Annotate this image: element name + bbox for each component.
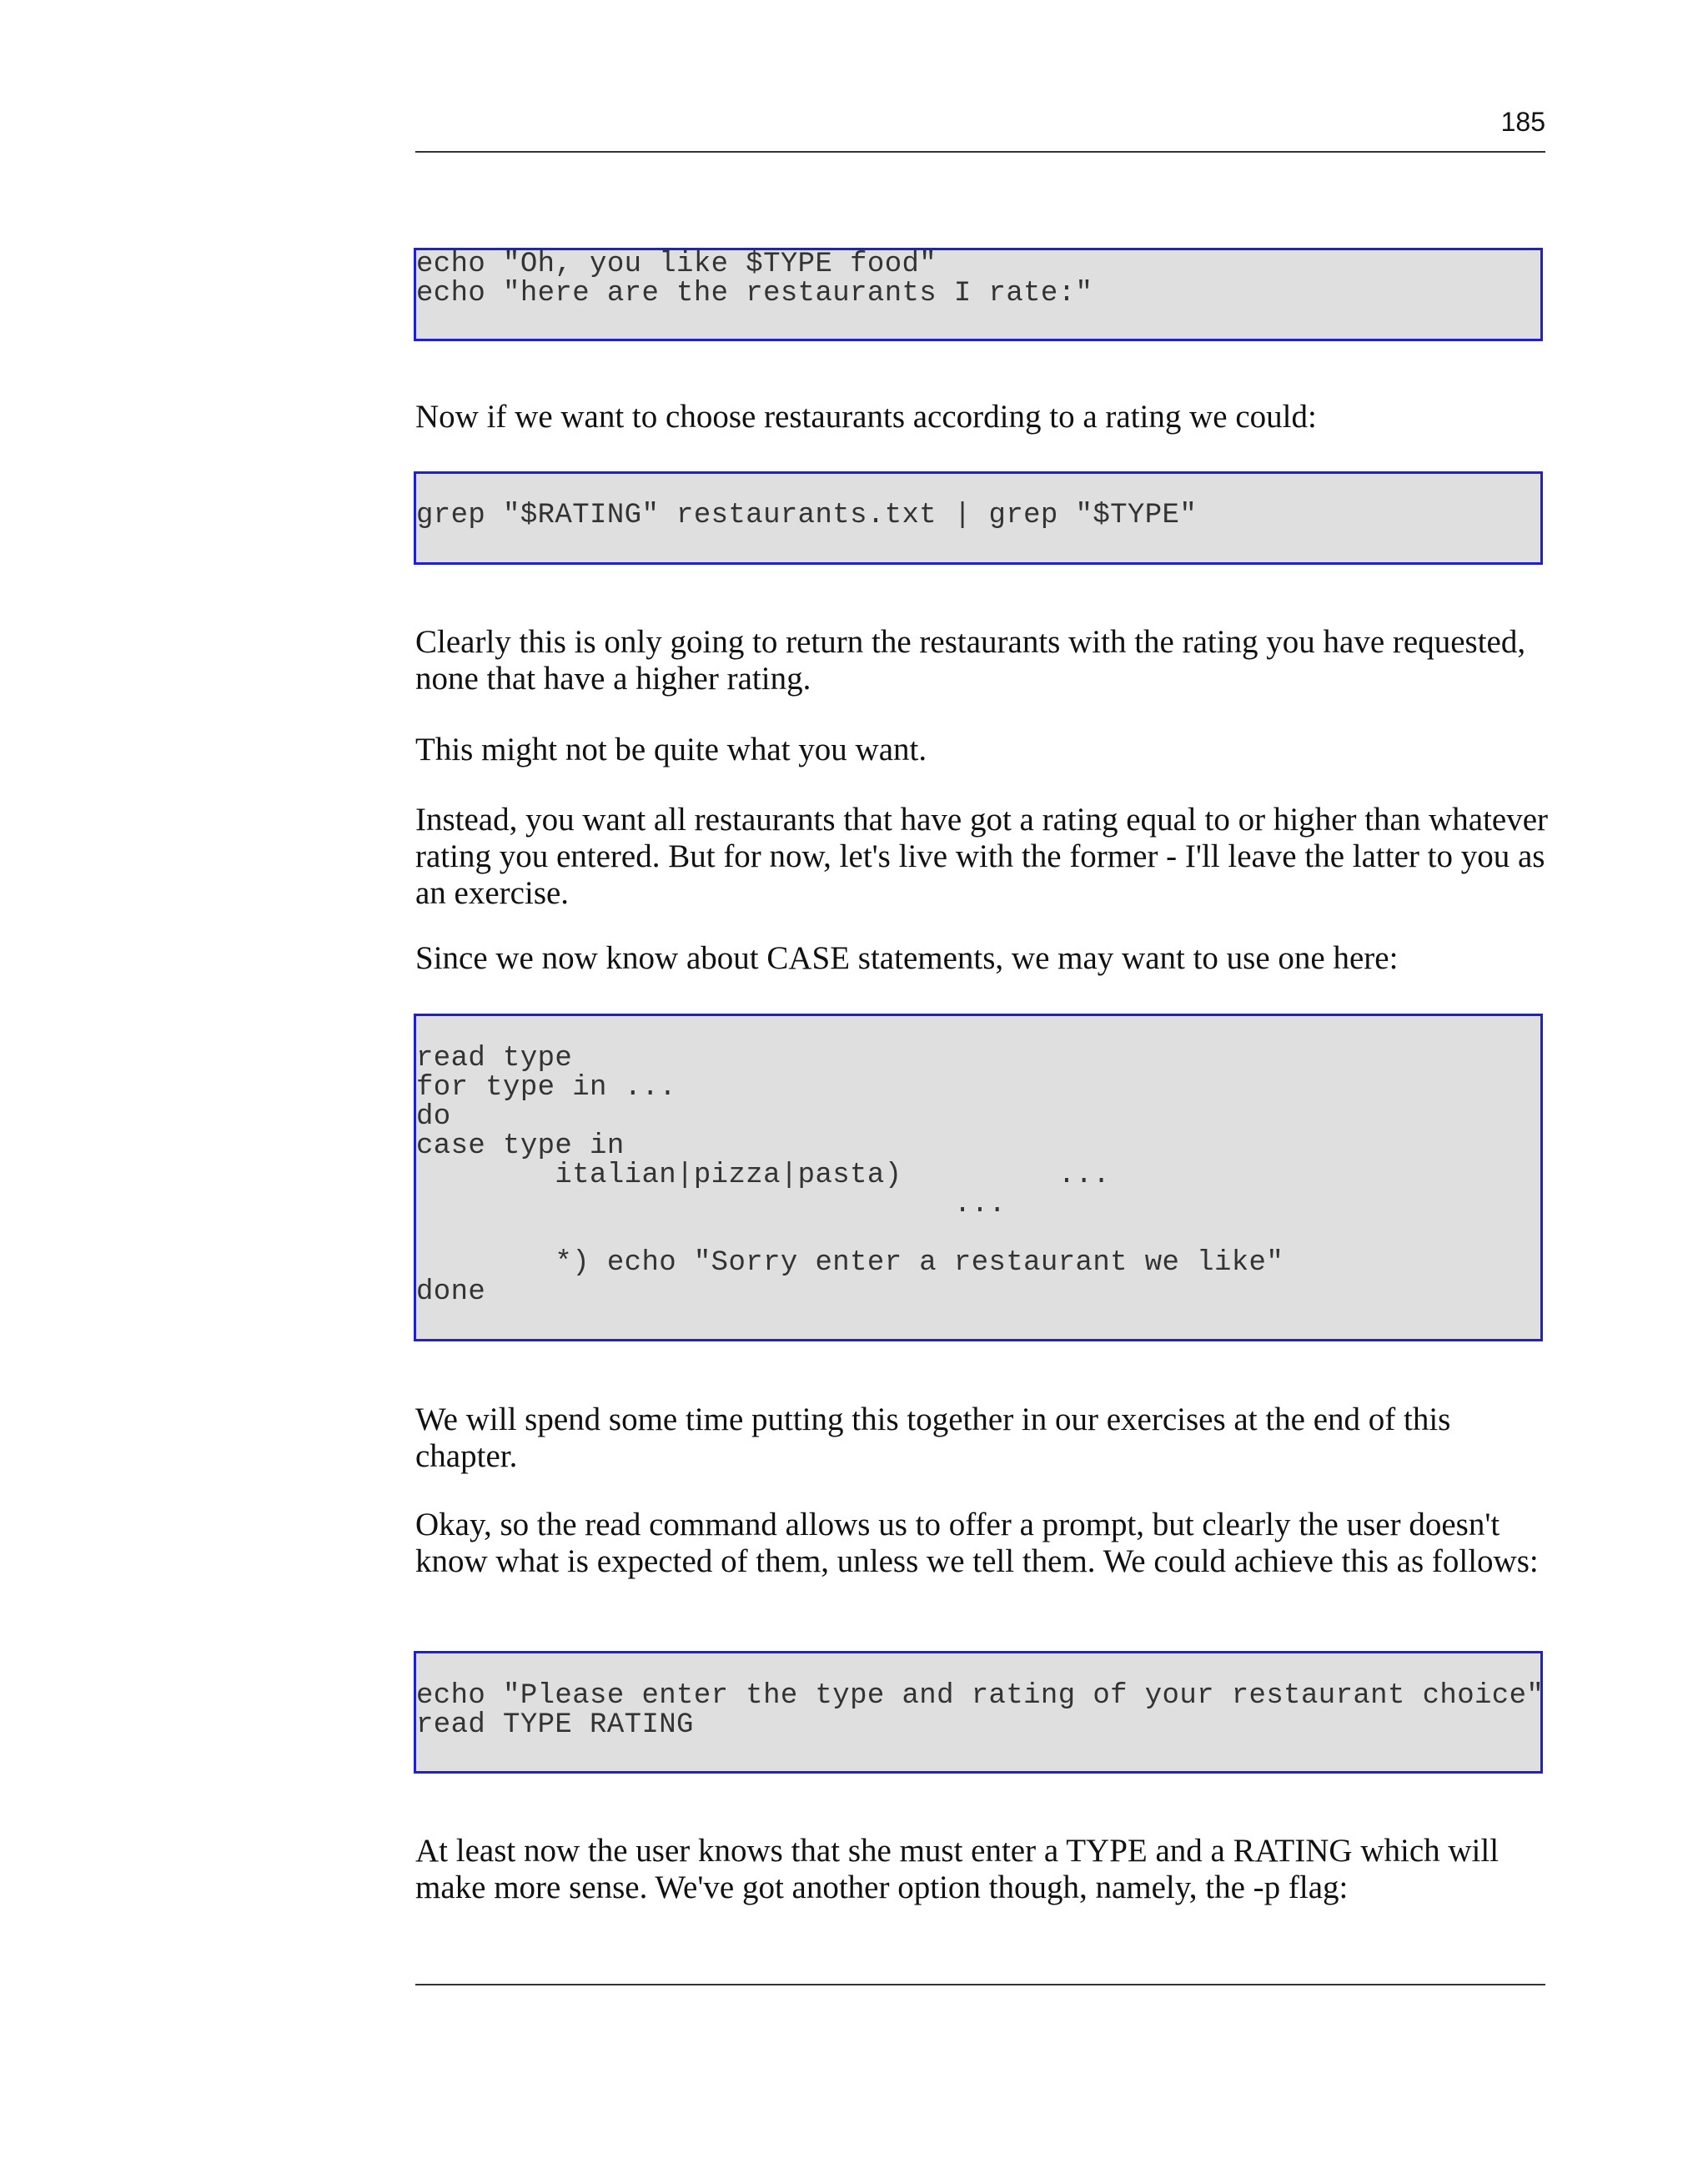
code-block-echo-type — [414, 248, 1543, 341]
paragraph-case-statements: Since we now know about CASE statements, we may want to use one here: — [415, 940, 1399, 976]
code-block-case — [414, 1014, 1543, 1341]
code-text-grep: grep "$RATING" restaurants.txt | grep "$TYPE" — [416, 500, 1198, 531]
paragraph-read-prompt: Okay, so the read command allows us to offer a prompt, but clearly the user doesn't know what is expected of them, unless we tell them. We could achieve this as follows: — [415, 1507, 1539, 1579]
paragraph-not-quite-what-you-want: This might not be quite what you want. — [415, 732, 927, 767]
footer-rule — [415, 1984, 1545, 1985]
code-block-grep — [414, 471, 1543, 565]
paragraph-choose-by-rating: Now if we want to choose restaurants according to a rating we could: — [415, 399, 1317, 435]
paragraph-clearly-only-rating: Clearly this is only going to return the restaurants with the rating you have requested, none that have a higher rating. — [415, 624, 1526, 697]
code-text-echo-type: echo "Oh, you like $TYPE food" echo "here are the restaurants I rate:" — [416, 249, 1093, 309]
page-number: 185 — [1500, 107, 1545, 137]
paragraph-exercises: We will spend some time putting this together in our exercises at the end of this chapter. — [415, 1402, 1451, 1474]
code-block-read-prompt — [414, 1651, 1543, 1774]
paragraph-p-flag: At least now the user knows that she must enter a TYPE and a RATING which will make more sense. We've got another option though, namely, the -p flag: — [415, 1833, 1500, 1905]
code-text-case: read type for type in ... do case type in italian|pizza|pasta) ... ... *) echo "Sorry enter a restaurant we like" done — [416, 1043, 1284, 1308]
code-text-read-prompt: echo "Please enter the type and rating of your restaurant choice" read TYPE RATING — [416, 1680, 1545, 1741]
header-rule — [415, 151, 1545, 153]
paragraph-equal-or-higher: Instead, you want all restaurants that have got a rating equal to or higher than whatever rating you entered. But for now, let's live with the former - I'll leave the latter to you as an exercise. — [415, 802, 1549, 911]
